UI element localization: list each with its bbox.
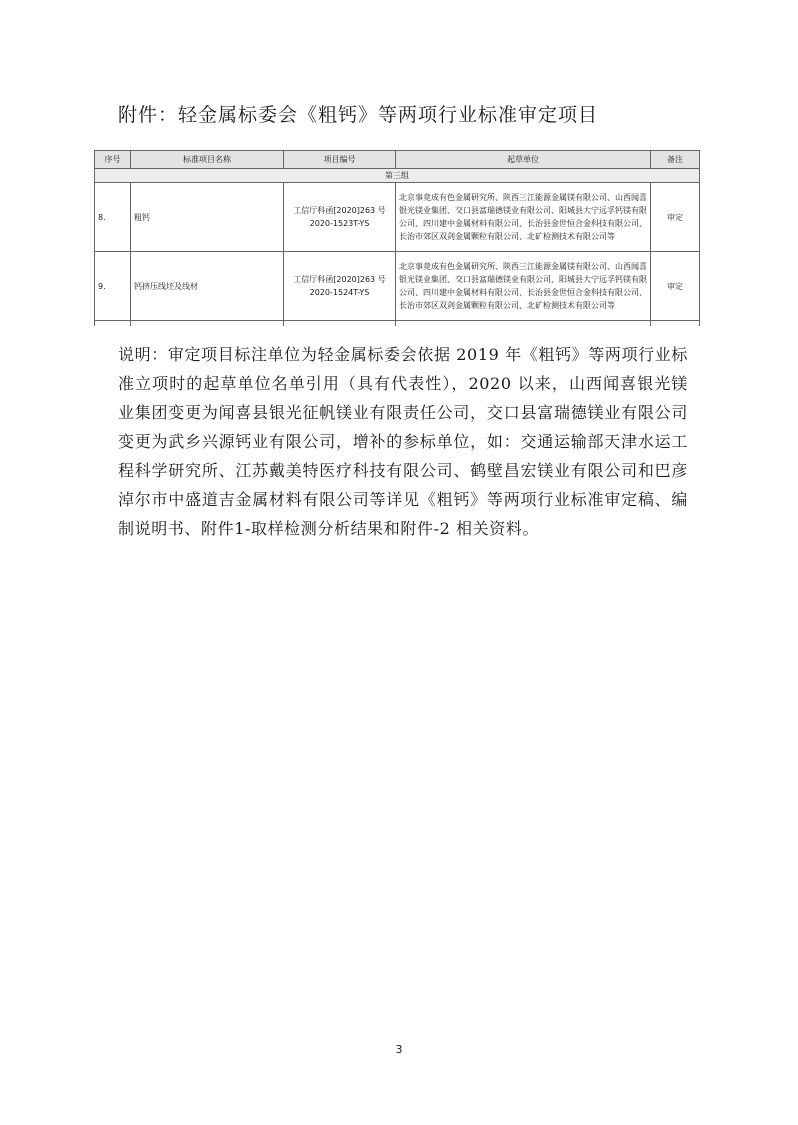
row-no: 8. (95, 183, 131, 252)
header-name: 标准项目名称 (131, 151, 284, 169)
page-title: 附件：轻金属标委会《粗钙》等两项行业标准审定项目 (118, 104, 599, 126)
row-code (284, 183, 396, 252)
row-name: 粗钙 (131, 183, 284, 252)
table-row (95, 183, 700, 252)
page-number: 3 (395, 1043, 403, 1056)
row-code-id: 2020-1524T-YS (309, 288, 370, 297)
group-label: 第三组 (95, 169, 700, 183)
group-row (95, 169, 700, 183)
header-code: 项目编号 (284, 151, 396, 169)
table-row (95, 252, 700, 321)
standards-table (94, 150, 700, 326)
row-code-doc: 工信厅科函[2020]263 号 (293, 206, 386, 215)
table-header-row (95, 151, 700, 169)
row-code (284, 252, 396, 321)
row-code-doc: 工信厅科函[2020]263 号 (293, 275, 386, 284)
header-remark: 备注 (651, 151, 700, 169)
row-remark: 审定 (651, 183, 700, 252)
header-drafters: 起草单位 (396, 151, 651, 169)
row-name: 钙挤压线坯及线材 (131, 252, 284, 321)
row-remark: 审定 (651, 252, 700, 321)
row-no: 9. (95, 252, 131, 321)
row-drafters: 北京事竟成有色金属研究所、陕西三江能源金属镁有限公司、山西闻喜银光镁业集团、交口县富瑞德镁业有限公司、阳城县大宁远孚钙镁有限公司、四川建中金属材料有限公司、长治县金世恒合金科技有限公司、长治市郊区双剑金属颗粒有限公司、北矿检测技术有限公司等 (396, 252, 651, 321)
table-trailing-row (95, 321, 700, 327)
explanation-note: 说明：审定项目标注单位为轻金属标委会依据 2019 年《粗钙》等两项行业标准立项时的起草单位名单引用（具有代表性），2020 以来，山西闻喜银光镁业集团变更为闻喜县银光征帆镁业有限责任公司，交口县富瑞德镁业有限公司变更为武乡兴源钙业有限公司，增补的参标单位，如：交通运输部天津水运工程科学研究所、江苏戴美特医疗科技有限公司、鹤壁昌宏镁业有限公司和巴彦淖尔市中盛道吉金属材料有限公司等详见《粗钙》等两项行业标准审定稿、编制说明书、附件1-取样检测分析结果和附件-2 相关资料。 (118, 345, 688, 538)
row-drafters: 北京事竟成有色金属研究所、陕西三江能源金属镁有限公司、山西闻喜银光镁业集团、交口县富瑞德镁业有限公司、阳城县大宁远孚钙镁有限公司、四川建中金属材料有限公司、长治县金世恒合金科技有限公司、长治市郊区双剑金属颗粒有限公司、北矿检测技术有限公司等 (396, 183, 651, 252)
header-no: 序号 (95, 151, 131, 169)
row-code-id: 2020-1523T-YS (309, 219, 370, 228)
